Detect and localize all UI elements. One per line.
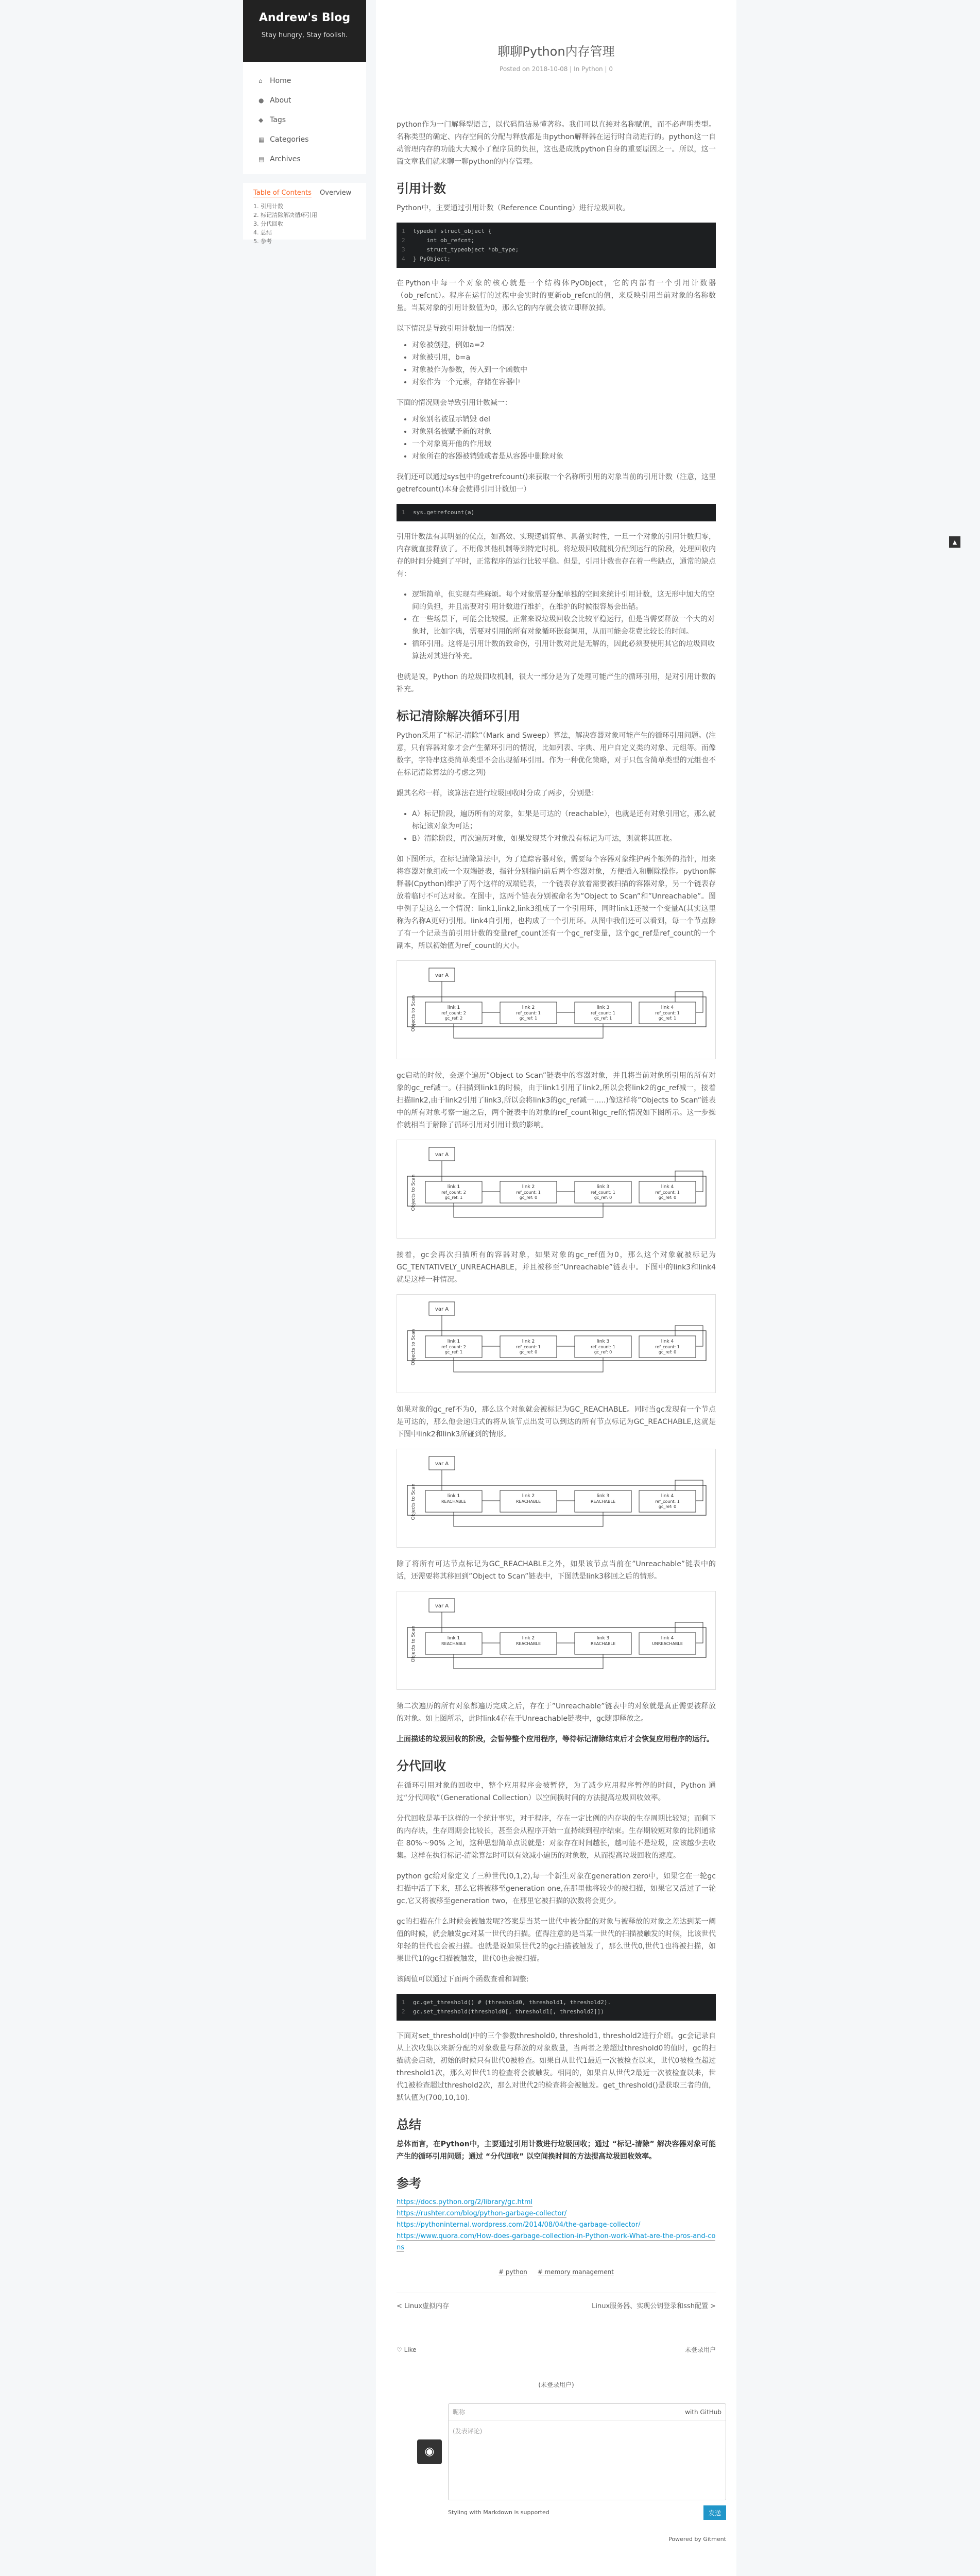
- list: [397, 413, 716, 463]
- avatar: [417, 2439, 442, 2464]
- link-node: [575, 1633, 631, 1654]
- svg-text:link 1: link 1: [447, 1184, 460, 1190]
- svg-text:link 2: link 2: [522, 1184, 535, 1190]
- svg-text:link 2: link 2: [522, 1494, 535, 1499]
- reference-link[interactable]: https://docs.python.org/2/library/gc.html: [397, 2198, 533, 2206]
- list-item: • 循环引用。这将是引用计数的致命伤，引用计数对此是无解的，因此必须要使用其它的垃圾回收算法对其进行补充。: [412, 638, 716, 663]
- svg-text:gc_ref: 0: gc_ref: 0: [658, 1195, 677, 1200]
- paragraph: 下面对set_threshold()中的三个参数threshold0, threshold1, threshold2进行介绍。gc会记录自从上次收集以来新分配的对象数量与释放的对象数量，当两者之差超过threshold0的值时，gc的扫描就会启动，初始的时候只有世代0被检查。如果自从世代1最近一次被检查以来，世代0被检查超过threshold1次，那么对世代1的检查将会被触发。相同的，如果自从世代2最近一次被检查以来，世代1被检查超过threshold2次，那么对世代2的检查将会被触发。get_threshold()是获取三者的值，默认值为(700,10,10).: [397, 2032, 716, 2102]
- list-item: • 在一些场景下，可能会比较慢。正常来说垃圾回收会比较平稳运行，但是当需要释放一个大的对象时，比如字典，需要对引用的所有对象循环嵌套调用，从而可能会花费比较长的时间。: [412, 613, 716, 638]
- link-node: [575, 1490, 631, 1512]
- list-item: • B）清除阶段，再次遍历对象，如果发现某个对象没有标记为可达，则就将其回收。: [412, 833, 716, 845]
- list-item: • 逻辑简单，但实现有些麻烦。每个对象需要分配单独的空间来统计引用计数，这无形中加大的空间的负担，并且需要对引用计数进行维护，在维护的时候很容易会出错。: [412, 588, 716, 613]
- paragraph: 引用计数法有其明显的优点，如高效、实现逻辑简单、具备实时性，一旦一个对象的引用计数归零，内存就直接释放了。不用像其他机制等到特定时机。将垃圾回收随机分配到运行的阶段，处理回收内存的时间分摊到了平时，正常程序的运行比较平稳。但是，引用计数也存在着一些缺点，通常的缺点有：: [397, 533, 716, 578]
- svg-text:ref_count: 1: ref_count: 1: [655, 1190, 680, 1195]
- post-navigation: [397, 2293, 716, 2313]
- list-item: • 对象别名被赋予新的对象: [412, 426, 716, 438]
- list: [397, 339, 716, 388]
- heading-marksweep: 标记清除解决循环引用: [397, 709, 520, 723]
- paragraph: 也就是说，Python 的垃圾回收机制，很大一部分是为了处理可能产生的循环引用，是对引用计数的补充。: [397, 673, 716, 693]
- svg-text:Objects to Scan: Objects to Scan: [411, 1483, 416, 1520]
- menu-item-categories[interactable]: [243, 130, 366, 149]
- link-node: [425, 1002, 482, 1024]
- svg-text:link 2: link 2: [522, 1005, 535, 1010]
- link-node: [575, 1336, 631, 1358]
- svg-text:gc_ref: 1: gc_ref: 1: [658, 1016, 677, 1021]
- svg-text:Objects to Scan: Objects to Scan: [411, 1329, 416, 1366]
- svg-text:ref_count: 2: ref_count: 2: [441, 1190, 466, 1195]
- toc-item[interactable]: 2. 标记清除解决循环引用: [253, 212, 317, 218]
- svg-text:gc_ref: 1: gc_ref: 1: [594, 1016, 612, 1021]
- post-container: [376, 0, 736, 2576]
- list-item: • 一个对象离开他的作用域: [412, 438, 716, 450]
- svg-text:ref_count: 1: ref_count: 1: [655, 1345, 680, 1349]
- svg-text:ref_count: 1: ref_count: 1: [591, 1190, 615, 1195]
- comment-editor: [417, 2403, 726, 2546]
- link-node: [500, 1002, 557, 1024]
- link-node: [639, 1002, 696, 1024]
- paragraph-bold: 总体而言，在Python中，主要通过引用计数进行垃圾回收；通过 “标记-清除” 解决容器对象可能产生的循环引用问题；通过 “分代回收” 以空间换时间的方法提高垃圾回收效率。: [397, 2140, 716, 2161]
- list-item: • 对象所在的容器被销毁或者是从容器中删除对象: [412, 450, 716, 463]
- tag-link[interactable]: # memory management: [537, 2268, 614, 2276]
- list-item: • 对象作为一个元素，存储在容器中: [412, 376, 716, 388]
- paragraph: 我们还可以通过sys包中的getrefcount()来获取一个名称所引用的对象当前的引用计数（注意，这里getrefcount()本身会使得引用计数加一）: [397, 473, 716, 494]
- var-a-label: var A: [435, 1461, 449, 1467]
- tag-link[interactable]: # python: [498, 2268, 527, 2276]
- powered-by: Powered by Gitment: [668, 2536, 726, 2543]
- site-title[interactable]: Andrew's Blog: [259, 11, 351, 24]
- svg-text:UNREACHABLE: UNREACHABLE: [652, 1641, 683, 1646]
- reference-link[interactable]: https://pythoninternal.wordpress.com/2014/08/04/the-garbage-collector/: [397, 2221, 641, 2229]
- svg-text:REACHABLE: REACHABLE: [441, 1499, 467, 1504]
- svg-text:gc_ref: 1: gc_ref: 1: [444, 1350, 463, 1354]
- link-node: [500, 1336, 557, 1358]
- post-tags: [397, 2266, 716, 2278]
- svg-text:link 4: link 4: [661, 1184, 674, 1190]
- like-button[interactable]: ♡ Like: [397, 2346, 417, 2353]
- link-node: [500, 1181, 557, 1203]
- svg-text:link 1: link 1: [447, 1005, 460, 1010]
- list: [397, 808, 716, 845]
- comment-title: (未登录用户): [538, 2381, 574, 2388]
- svg-text:REACHABLE: REACHABLE: [590, 1499, 616, 1504]
- tab-overview[interactable]: Overview: [320, 189, 352, 197]
- code-block: 1 sys.getrefcount(a): [397, 504, 716, 521]
- svg-text:link 4: link 4: [661, 1339, 674, 1344]
- user-icon: ●: [259, 97, 264, 104]
- svg-text:REACHABLE: REACHABLE: [590, 1641, 616, 1646]
- link-node: [575, 1181, 631, 1203]
- site-subtitle: Stay hungry, Stay foolish.: [261, 31, 348, 39]
- var-a-label: var A: [435, 1603, 449, 1609]
- link-node: [425, 1490, 482, 1512]
- svg-text:ref_count: 1: ref_count: 1: [516, 1190, 541, 1195]
- post-body: [397, 118, 726, 2546]
- link-node: [575, 1002, 631, 1024]
- tags-icon: ◆: [259, 116, 264, 124]
- paragraph: python作为一门解释型语言，以代码简洁易懂著称。我们可以直接对名称赋值，而不必声明类型。名称类型的确定、内存空间的分配与释放都是由python解释器在运行时自动进行的。python这一自动管理内存的功能大大减小了程序员的负担，这也是成就python自身的重要原因之一。所以，这一篇文章我们就来聊一聊python的内存管理。: [397, 121, 716, 166]
- svg-text:gc_ref: 0: gc_ref: 0: [594, 1350, 612, 1354]
- svg-text:ref_count: 2: ref_count: 2: [441, 1345, 466, 1349]
- svg-text:gc_ref: 0: gc_ref: 0: [519, 1195, 538, 1200]
- prev-post-link[interactable]: < Linux虚拟内存: [397, 2302, 450, 2310]
- menu-item-label: About: [270, 96, 291, 105]
- gc-diagram-4: [397, 1449, 716, 1548]
- back-to-top-icon[interactable]: ▲: [949, 536, 960, 548]
- svg-text:link 4: link 4: [661, 1636, 674, 1641]
- toc-item[interactable]: 5. 参考: [253, 238, 272, 245]
- svg-text:link 2: link 2: [522, 1339, 535, 1344]
- svg-text:link 2: link 2: [522, 1636, 535, 1641]
- reference-link[interactable]: https://www.quora.com/How-does-garbage-collection-in-Python-work-What-are-the-pros-and-cons: [397, 2232, 716, 2251]
- paragraph: 该阈值可以通过下面两个函数查看和调整:: [397, 1975, 529, 1984]
- list-item: • 对象被作为参数，传入到一个函数中: [412, 364, 716, 376]
- paragraph: Python中，主要通过引用计数（Reference Counting）进行垃圾回收。: [397, 204, 630, 212]
- heading-refcount: 引用计数: [397, 181, 446, 196]
- code-block: 1 gc.get_threshold() # (threshold0, threshold1, threshold2). 2 gc.set_threshold(threshold0[, threshold1[, threshold2]]): [397, 1994, 716, 2021]
- menu-item-home[interactable]: [243, 71, 366, 91]
- paragraph: 除了将所有可达节点标记为GC_REACHABLE之外，如果该节点当前在”Unreachable”链表中的话，还需要将其移回到”Object to Scan”链表中，下图就是link3移回之后的情形。: [397, 1560, 716, 1581]
- svg-text:gc_ref: 2: gc_ref: 2: [444, 1016, 463, 1021]
- menu-item-label: Tags: [270, 116, 286, 124]
- gc-diagram-1: [397, 960, 716, 1059]
- svg-text:gc_ref: 0: gc_ref: 0: [658, 1350, 677, 1354]
- paragraph: 第二次遍历的所有对象都遍历完成之后，存在于”Unreachable”链表中的对象就是真正需要被释放的对象。如上图所示，此时link4存在于Unreachable链表中，gc随即释放之。: [397, 1702, 716, 1723]
- svg-text:gc_ref: 0: gc_ref: 0: [594, 1195, 612, 1200]
- menu-item-label: Categories: [270, 135, 309, 144]
- table-of-contents: [243, 183, 366, 245]
- paragraph-bold: 上面描述的垃圾回收的阶段，会暂停整个应用程序，等待标记清除结束后才会恢复应用程序的运行。: [397, 1735, 714, 1743]
- menu-item-archives[interactable]: [243, 149, 366, 169]
- diagram-svg: [397, 961, 715, 1058]
- next-post-link[interactable]: Linux服务器、实现公钥登录和ssh配置 >: [592, 2302, 716, 2310]
- paragraph: 分代回收是基于这样的一个统计事实，对于程序，存在一定比例的内存块的生存周期比较短；而剩下的内存块，生存周期会比较长，甚至会从程序开始一直持续到程序结束。生存期较短对象的比例通常在 80%～90% 之间，这种思想简单点说就是：对象存在时间越长，越可能不是垃圾，应该越少去收集。这样在执行标记-清除算法时可以有效减小遍历的对象数，从而提高垃圾回收的速度。: [397, 1815, 716, 1860]
- link-node: [425, 1633, 482, 1654]
- menu-item-label: Archives: [270, 155, 301, 163]
- link-node: [639, 1181, 696, 1203]
- paragraph: 下面的情况则会导致引用计数减一：: [397, 399, 512, 407]
- github-login-link[interactable]: with GitHub: [685, 2409, 721, 2416]
- archive-icon: ▤: [259, 156, 265, 163]
- svg-text:link 1: link 1: [447, 1636, 460, 1641]
- paragraph: 在循环引用对象的回收中，整个应用程序会被暂停，为了减少应用程序暂停的时间，Python 通过“分代回收”（Generational Collection）以空间换时间的方法提高垃圾回收效率。: [397, 1782, 716, 1802]
- svg-text:link 3: link 3: [596, 1494, 610, 1499]
- toc-item[interactable]: 4. 总结: [253, 229, 272, 236]
- post-meta: Posted on 2018-10-08 | In Python | 0: [500, 65, 613, 73]
- svg-text:link 3: link 3: [596, 1005, 610, 1010]
- paragraph: 在Python中每一个对象的核心就是一个结构体PyObject，它的内部有一个引用计数器（ob_refcnt）。程序在运行的过程中会实时的更新ob_refcnt的值，来反映引用当前对象的名称数量。当某对象的引用计数值为0，那么它的内存就会被立即释放掉。: [397, 279, 716, 312]
- svg-text:gc_ref: 0: gc_ref: 0: [658, 1504, 677, 1509]
- send-button[interactable]: 发送: [703, 2505, 726, 2520]
- markdown-hint[interactable]: Styling with Markdown is supported: [448, 2509, 549, 2516]
- link-node: [425, 1181, 482, 1203]
- home-icon: ⌂: [259, 77, 263, 84]
- svg-text:Objects to Scan: Objects to Scan: [411, 1625, 416, 1663]
- reference-link[interactable]: https://rushter.com/blog/python-garbage-collector/: [397, 2210, 567, 2217]
- heading-references: 参考: [397, 2176, 421, 2191]
- github-icon: ◉: [424, 2445, 435, 2458]
- list-item: • 对象别名被显示销毁 del: [412, 413, 716, 426]
- paragraph: 如下图所示，在标记清除算法中，为了追踪容器对象，需要每个容器对象维护两个额外的指针，用来将容器对象组成一个双端链表，指针分别指向前后两个容器对象，方便插入和删除操作。python解释器(Cpython)维护了两个这样的双端链表，一个链表存放着需要被扫描的容器对象，另一个链表存放着临时不可达对象。在图中，这两个链表分别被命名为”Object to Scan”和”Unreachable”。图中例子是这么一个情况：link1,link2,link3组成了一个引用环，同时link1还被一个变量A(其实这里称为名称A更好)引用。link4自引用，也构成了一个引用环。从图中我们还可以看到，每一个节点除了有一个记录当前引用计数的变量ref_count还有一个gc_ref变量，这个gc_ref是ref_count的一个副本，所以初始值为ref_count的大小。: [397, 855, 716, 950]
- svg-text:link 3: link 3: [596, 1339, 610, 1344]
- heading-generational: 分代回收: [397, 1759, 446, 1773]
- reference-list: [397, 2197, 716, 2253]
- site-brand: [243, 0, 366, 62]
- var-a-label: var A: [435, 973, 449, 978]
- site-menu: [243, 62, 366, 174]
- svg-text:link 1: link 1: [447, 1339, 460, 1344]
- paragraph: 如果对象的gc_ref不为0，那么这个对象就会被标记为GC_REACHABLE。同时当gc发现有一个节点是可达的，那么他会递归式的将从该节点出发可以到达的所有节点标记为GC_REACHABLE,这就是下图中link2和link3所碰到的情形。: [397, 1405, 716, 1438]
- menu-item-about[interactable]: [243, 91, 366, 110]
- svg-text:ref_count: 1: ref_count: 1: [591, 1345, 615, 1349]
- svg-text:Objects to Scan: Objects to Scan: [411, 995, 416, 1032]
- link-node: [425, 1336, 482, 1358]
- diagram-svg: [397, 1295, 715, 1392]
- comment-textarea[interactable]: (发表评论): [453, 2428, 483, 2435]
- toc-item[interactable]: 1. 引用计数: [253, 203, 283, 210]
- svg-text:ref_count: 1: ref_count: 1: [591, 1011, 615, 1015]
- gc-diagram-2: [397, 1140, 716, 1239]
- link-node: [639, 1490, 696, 1512]
- paragraph: gc启动的时候，会逐个遍历”Object to Scan”链表中的容器对象，并且将当前对象所引用的所有对象的gc_ref减一。(扫描到link1的时候，由于link1引用了link2,所以会将link2的gc_ref减一，接着扫描link2,由于link2引用了link3,所以会将link3的gc_ref减一…..)像这样将”Objects to Scan”链表中的所有对象考察一遍之后，两个链表中的对象的ref_count和gc_ref的情况如下图所示。这一步操作就相当于解除了循环引用对引用计数的影响。: [397, 1072, 716, 1129]
- link-node: [500, 1633, 557, 1654]
- paragraph: 跟其名称一样，该算法在进行垃圾回收时分成了两步，分别是：: [397, 789, 598, 798]
- diagram-svg: [397, 1591, 715, 1688]
- svg-text:ref_count: 2: ref_count: 2: [441, 1011, 466, 1015]
- list-item: • A）标记阶段，遍历所有的对象，如果是可达的（reachable），也就是还有对象引用它，那么就标记该对象为可达；: [412, 808, 716, 833]
- svg-text:REACHABLE: REACHABLE: [515, 1499, 541, 1504]
- svg-text:link 4: link 4: [661, 1494, 674, 1499]
- paragraph: python gc给对象定义了三种世代(0,1,2),每一个新生对象在generation zero中，如果它在一轮gc扫描中活了下来，那么它将被移至generation one,在那里他将较少的被扫描，如果它又活过了一轮gc,它又将被移至generation two，在那里它被扫描的次数将会更少。: [397, 1872, 716, 1905]
- toc-item[interactable]: 3. 分代回收: [253, 221, 283, 227]
- paragraph: 接着，gc会再次扫描所有的容器对象，如果对象的gc_ref值为0，那么这个对象就被标记为GC_TENTATIVELY_UNREACHABLE，并且被移至”Unreachable”链表中。下图中的link3和link4就是这样一种情况。: [397, 1251, 716, 1284]
- heading-summary: 总结: [397, 2117, 421, 2132]
- svg-text:ref_count: 1: ref_count: 1: [655, 1499, 680, 1504]
- paragraph: Python采用了“标记-清除”（Mark and Sweep）算法，解决容器对象可能产生的循环引用问题。(注意，只有容器对象才会产生循环引用的情况，比如列表、字典、用户自定义类的对象、元组等。而像数字，字符串这类简单类型不会出现循环引用。作为一种优化策略，对于只包含简单类型的元组也不在标记清除算法的考虑之列): [397, 732, 716, 777]
- svg-text:gc_ref: 1: gc_ref: 1: [519, 1016, 538, 1021]
- link-node: [500, 1490, 557, 1512]
- tab-toc[interactable]: Table of Contents: [253, 189, 312, 197]
- grid-icon: ▦: [259, 136, 265, 143]
- menu-item-label: Home: [270, 77, 291, 85]
- svg-text:link 1: link 1: [447, 1494, 460, 1499]
- link-node: [639, 1633, 696, 1654]
- svg-text:link 3: link 3: [596, 1636, 610, 1641]
- svg-text:REACHABLE: REACHABLE: [515, 1641, 541, 1646]
- svg-text:gc_ref: 0: gc_ref: 0: [519, 1350, 538, 1354]
- list-item: • 对象被创建，例如a=2: [412, 339, 716, 351]
- svg-text:ref_count: 1: ref_count: 1: [655, 1011, 680, 1015]
- svg-text:REACHABLE: REACHABLE: [441, 1641, 467, 1646]
- heart-icon: ♡: [397, 2346, 402, 2353]
- paragraph: gc的扫描在什么时候会被触发呢?答案是当某一世代中被分配的对象与被释放的对象之差达到某一阈值的时候，就会触发gc对某一世代的扫描。值得注意的是当某一世代的扫描被触发的时候，比该世代年轻的世代也会被扫描。也就是说如果世代2的gc扫描被触发了，那么世代0,世代1也将被扫描，如果世代1的gc扫描被触发，世代0也会被扫描。: [397, 1918, 716, 1963]
- login-status[interactable]: 未登录用户: [684, 2346, 716, 2353]
- gc-diagram-5: [397, 1591, 716, 1690]
- svg-text:Objects to Scan: Objects to Scan: [411, 1174, 416, 1211]
- svg-text:link 4: link 4: [661, 1005, 674, 1010]
- paragraph: 以下情况是导致引用计数加一的情况：: [397, 325, 519, 333]
- diagram-svg: [397, 1449, 715, 1546]
- gc-diagram-3: [397, 1294, 716, 1393]
- list: [397, 588, 716, 663]
- var-a-label: var A: [435, 1152, 449, 1158]
- list-item: • 对象被引用，b=a: [412, 351, 716, 364]
- link-node: [639, 1336, 696, 1358]
- code-block: 1 typedef struct_object { 2 int ob_refcnt; 3 struct_typeobject *ob_type; 4 } PyObject;: [397, 223, 716, 268]
- var-a-label: var A: [435, 1307, 449, 1312]
- menu-item-tags[interactable]: [243, 110, 366, 130]
- svg-text:ref_count: 1: ref_count: 1: [516, 1345, 541, 1349]
- post-title: 聊聊Python内存管理: [497, 44, 615, 59]
- svg-text:gc_ref: 1: gc_ref: 1: [444, 1195, 463, 1200]
- nickname-input[interactable]: 昵称: [453, 2409, 466, 2416]
- comment-header: [397, 2344, 716, 2356]
- diagram-svg: [397, 1140, 715, 1237]
- svg-text:ref_count: 1: ref_count: 1: [516, 1011, 541, 1015]
- svg-text:link 3: link 3: [596, 1184, 610, 1190]
